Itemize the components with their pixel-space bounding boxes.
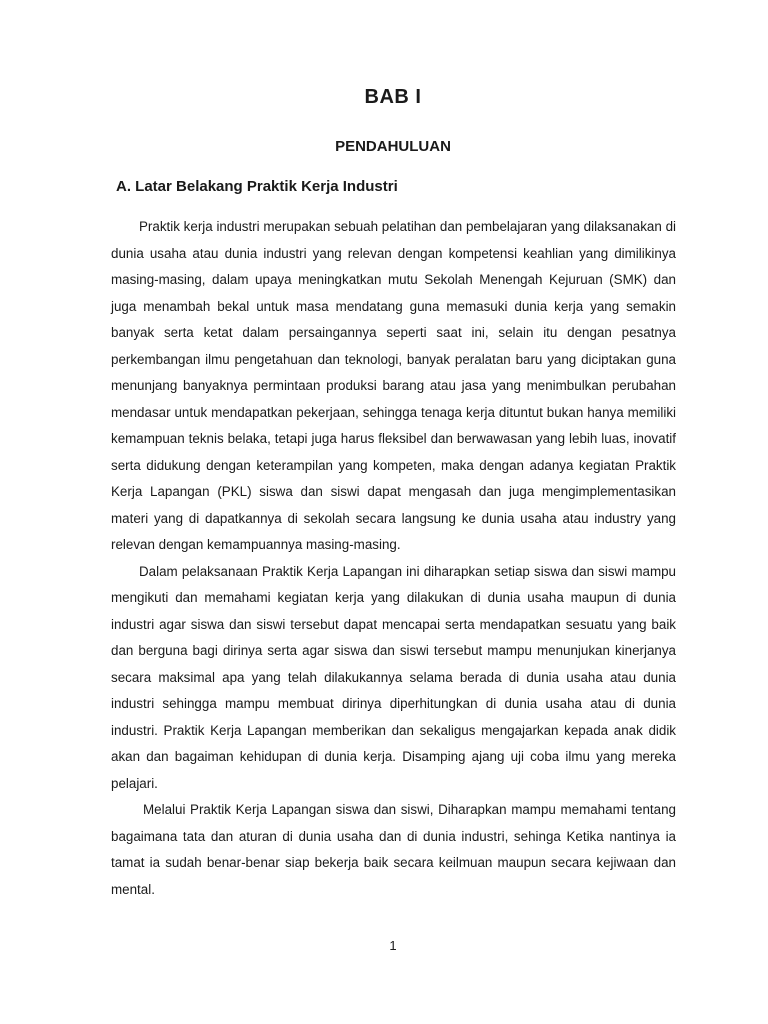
chapter-subtitle: PENDAHULUAN <box>335 138 451 155</box>
paragraph-3: Melalui Praktik Kerja Lapangan siswa dan siswi, Diharapkan mampu memahami tentang bagaimana tata dan aturan di dunia usaha dan di dunia industri, sehinga Ketika nantinya ia tamat ia sudah benar-benar siap bekerja baik secara keilmuan maupun secara kejiwaan dan mental. <box>111 802 676 897</box>
section-heading: A. Latar Belakang Praktik Kerja Industri <box>116 178 398 195</box>
chapter-title: BAB I <box>364 86 422 108</box>
paragraph-1: Praktik kerja industri merupakan sebuah pelatihan dan pembelajaran yang dilaksanakan di dunia usaha atau dunia industri yang relevan dengan kompetensi keahlian yang dimilikinya masing-masing, dalam upaya meningkatkan mutu Sekolah Menengah Kejuruan (SMK) dan juga menambah bekal untuk masa mendatang guna memasuki dunia kerja yang semakin banyak serta ketat dalam persaingannya seperti saat ini, selain itu dengan pesatnya perkembangan ilmu pengetahuan dan teknologi, banyak peralatan baru yang diciptakan guna menunjang banyaknya permintaan produksi barang atau jasa yang menimbulkan perubahan mendasar untuk mendapatkan pekerjaan, sehingga tenaga kerja dituntut bukan hanya memiliki kemampuan teknis belaka, tetapi juga harus fleksibel dan berwawasan yang lebih luas, inovatif serta didukung dengan keterampilan yang kompeten, maka dengan adanya kegiatan Praktik Kerja Lapangan (PKL) siswa dan siswi dapat mengasah dan juga mengimplementasikan materi yang di dapatkannya di sekolah secara langsung ke dunia usaha atau industry yang relevan dengan kemampuannya masing-masing. <box>111 219 676 552</box>
body-text <box>111 214 676 903</box>
page-number: 1 <box>389 938 397 953</box>
paragraph-2: Dalam pelaksanaan Praktik Kerja Lapangan ini diharapkan setiap siswa dan siswi mampu mengikuti dan memahami kegiatan kerja yang dilakukan di dunia usaha maupun di dunia industri agar siswa dan siswi tersebut dapat mencapai serta mendapatkan sesuatu yang baik dan berguna bagi dirinya serta agar siswa dan siswi tersebut mampu menunjukan kinerjanya secara maksimal apa yang telah dilakukannya selama berada di dunia usaha atau dunia industri sehingga mampu membuat dirinya diperhitungkan di dunia usaha atau di dunia industri. Praktik Kerja Lapangan memberikan dan sekaligus mengajarkan kepada anak didik akan dan bagaiman kehidupan di dunia kerja. Disamping ajang uji coba ilmu yang mereka pelajari. <box>111 563 676 791</box>
